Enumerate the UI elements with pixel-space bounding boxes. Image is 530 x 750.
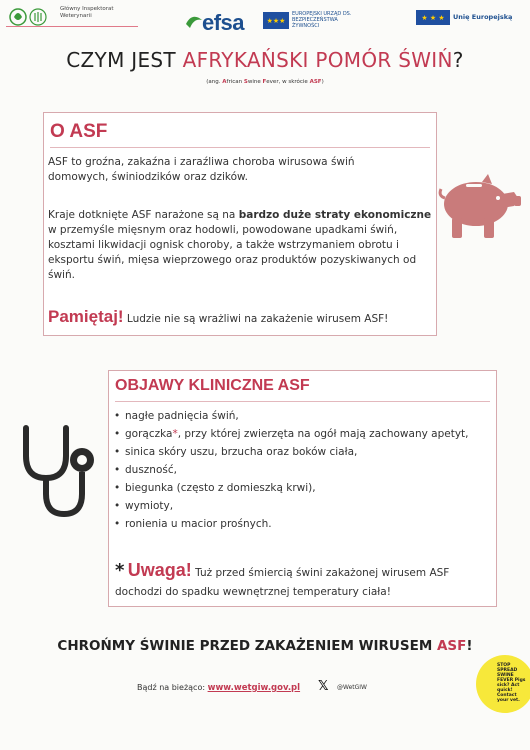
about-heading: O ASF [50,121,108,142]
cta-text: CHROŃMY ŚWINIE PRZED ZAKAŻENIEM WIRUSEM [57,638,437,654]
efsa-logo: efsa [202,10,245,35]
symptoms-box [108,370,497,607]
subtitle-part: S [243,79,248,85]
about-p2-text: w przemyśle mięsnym oraz hodowli, powodowane upadkami świń, kosztami likwidacji ognisk choroby, a także wstrzymaniem obrotu i eksportu świń, mięsa wieprzowego oraz produktów pozyskiwanych od świń. [48,224,417,281]
page-subtitle [0,79,530,85]
gi-name: Główny Inspektorat Weterynarii [60,6,114,19]
pig-icon [438,172,522,242]
remember-label: Pamiętaj! [48,307,124,326]
subtitle-part: ever, w skrócie [266,79,310,85]
stethoscope-icon [16,420,100,520]
symptom-text: , przy której zwierzęta na ogół mają zachowany apetyt, [177,428,469,440]
subtitle-part: wine [247,79,263,85]
warning-note [115,561,495,602]
title-suffix: ? [452,48,464,72]
footer-website [137,683,300,693]
list-item: • wymioty, [113,499,483,514]
about-asf-box [43,112,437,336]
subtitle-part: F [262,79,267,85]
subtitle-part: frican [226,79,244,85]
about-paragraph-2 [48,208,433,283]
about-p2-bold: bardzo duże straty ekonomiczne [238,209,432,221]
remember-text: Ludzie nie są wrażliwi na zakażenie wirusem ASF! [123,313,389,325]
stop-badge-text: STOP SPREAD SWINE FEVER Pigs sick? Act quick! Contact your vet. [497,663,526,703]
efsa-swirl-icon [184,12,204,32]
list-item: • biegunka (często z domieszką krwi), [113,481,483,496]
title-prefix: CZYM JEST [66,48,183,72]
efsa-subtitle: EUROPEJSKI URZĄD DS. BEZPIECZEŃSTWA ŻYWNOŚCI [292,11,352,29]
subtitle-part: (ang. [206,79,223,85]
list-item: • nagłe padnięcia świń, [113,409,483,424]
list-item: • duszność, [113,463,483,478]
subtitle-part: ASF [309,79,322,85]
header-divider [6,26,138,27]
symptom-star: * [172,428,178,440]
x-handle[interactable]: @WetGIW [337,684,367,691]
about-paragraph-1: ASF to groźna, zakaźna i zaraźliwa choroba wirusowa świń domowych, świniodzików oraz dzików. [48,156,355,183]
subtitle-part: A [222,79,227,85]
subtitle-part: ) [321,79,324,85]
x-icon[interactable]: 𝕏 [318,679,329,694]
symptoms-divider [115,401,490,402]
eu-flag-icon: ★★★ [263,12,289,29]
about-p2-text: Kraje dotknięte ASF narażone są na [48,209,239,221]
warning-star: * [115,560,125,581]
eu-label: Unię Europejską [453,13,513,21]
list-item [113,427,483,442]
gi-logo-icon [8,7,58,27]
cta-highlight: ASF [436,638,467,654]
website-link[interactable]: www.wetgiw.gov.pl [207,683,301,693]
list-item: • sinica skóry uszu, brzucha oraz boków ciała, [113,445,483,460]
about-divider [50,147,430,148]
remember-note [48,307,388,327]
warning-label: Uwaga! [127,560,192,580]
symptoms-heading: OBJAWY KLINICZNE ASF [115,377,310,394]
title-highlight: AFRYKAŃSKI POMÓR ŚWIŃ [182,48,453,72]
footer-prefix: Bądź na bieżąco: [137,683,208,692]
symptoms-list [113,409,483,535]
list-item: • ronienia u macior prośnych. [113,517,483,532]
warning-text: Tuż przed śmiercią świni zakażonej wirusem ASF dochodzi do spadku wewnętrznej temperatury ciała! [115,567,450,598]
eu-flag-icon: ★ ★ ★ [416,10,450,25]
symptom-text: gorączka [125,428,173,440]
cta-end: ! [466,638,473,654]
page-title [0,48,530,72]
call-to-action [0,638,530,654]
